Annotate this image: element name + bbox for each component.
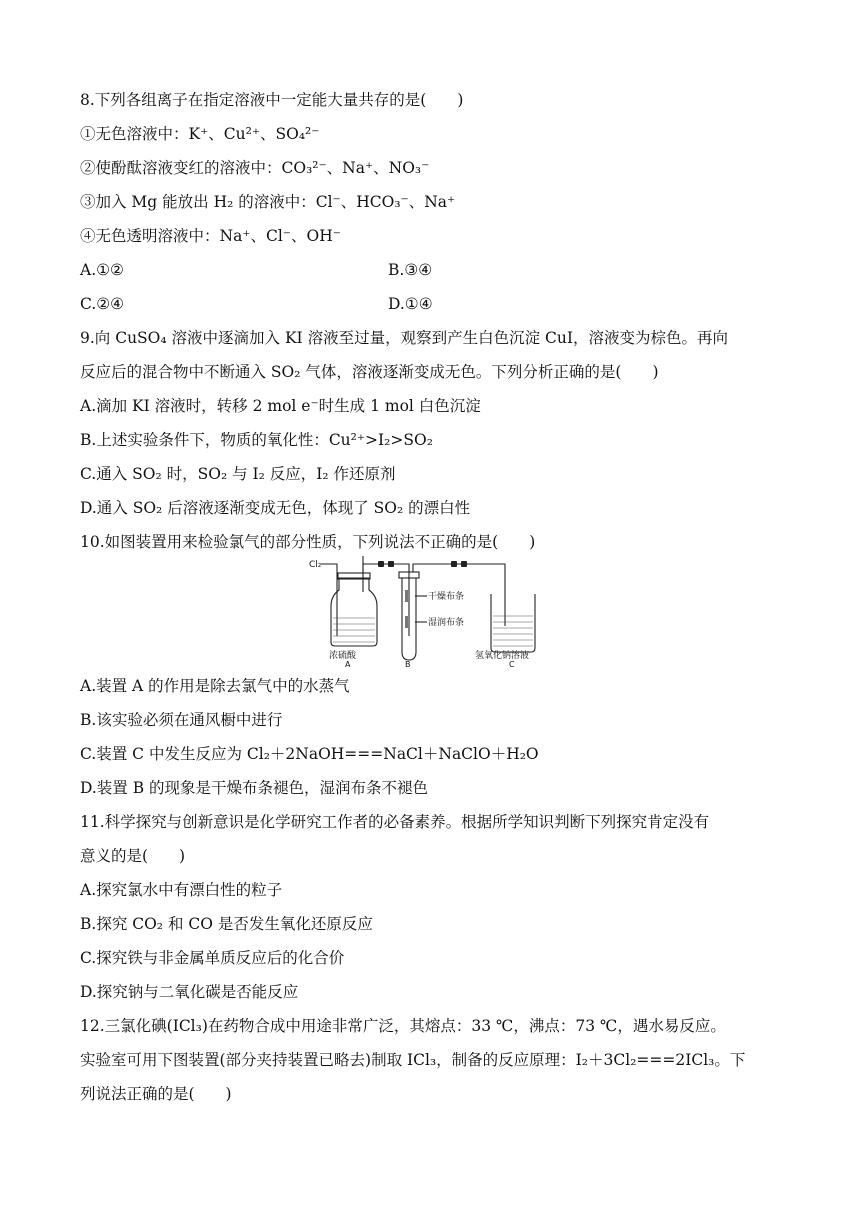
q10-option-c: C.装置 C 中发生反应为 Cl₂＋2NaOH===NaCl＋NaClO＋H₂O — [80, 745, 539, 763]
q8-item-4: ④无色透明溶液中：Na⁺、Cl⁻、OH⁻ — [80, 227, 341, 245]
q10-option-d: D.装置 B 的现象是干燥布条褪色，湿润布条不褪色 — [80, 779, 429, 797]
q11-option-b: B.探究 CO₂ 和 CO 是否发生氧化还原反应 — [80, 915, 373, 933]
q8-item-3: ③加入 Mg 能放出 H₂ 的溶液中：Cl⁻、HCO₃⁻、Na⁺ — [80, 193, 456, 211]
q9-option-c: C.通入 SO₂ 时，SO₂ 与 I₂ 反应，I₂ 作还原剂 — [80, 465, 396, 483]
q12-line3: 列说法正确的是( ) — [80, 1085, 232, 1103]
clamp-4 — [461, 561, 467, 567]
dry-strip — [405, 590, 408, 602]
q11-option-d: D.探究钠与二氧化碳是否能反应 — [80, 983, 299, 1001]
wet-strip-label: 湿润布条 — [428, 618, 465, 628]
letter-a: A — [345, 660, 351, 668]
cl2-label: Cl₂ — [309, 560, 322, 570]
q11-option-c: C.探究铁与非金属单质反应后的化合价 — [80, 949, 345, 967]
q9-option-d: D.通入 SO₂ 后溶液逐渐变成无色，体现了 SO₂ 的漂白性 — [80, 499, 471, 517]
wet-strip — [405, 616, 408, 628]
beaker-c — [491, 594, 535, 652]
q8-item-1: ①无色溶液中：K⁺、Cu²⁺、SO₄²⁻ — [80, 125, 320, 143]
q10-option-a: A.装置 A 的作用是除去氯气中的水蒸气 — [80, 677, 350, 695]
label-a: 浓硫酸 — [329, 651, 357, 661]
q12-line2: 实验室可用下图装置(部分夹持装置已略去)制取 ICl₃，制备的反应原理：I₂＋3Cl₂===2ICl₃。下 — [80, 1051, 746, 1069]
q8-option-a: A.①② — [80, 261, 124, 279]
dry-strip-label: 干燥布条 — [428, 592, 465, 602]
q8-stem: 8.下列各组离子在指定溶液中一定能大量共存的是( ) — [80, 91, 464, 109]
q11-stem-line2: 意义的是( ) — [80, 847, 186, 865]
clamp-3 — [451, 561, 457, 567]
q12-line1: 12.三氯化碘(ICl₃)在药物合成中用途非常广泛，其熔点：33 ℃，沸点：73 ℃，遇水易反应。 — [80, 1017, 726, 1035]
inlet-tube — [321, 564, 337, 636]
q10-stem: 10.如图装置用来检验氯气的部分性质，下列说法不正确的是( ) — [80, 533, 536, 551]
q9-stem-line1: 9.向 CuSO₄ 溶液中逐滴加入 KI 溶液至过量，观察到产生白色沉淀 CuI，溶液变为棕色。再向 — [80, 329, 728, 347]
letter-b: B — [405, 660, 411, 668]
q10-option-b: B.该实验必须在通风橱中进行 — [80, 711, 283, 729]
q9-option-b: B.上述实验条件下，物质的氧化性：Cu²⁺>I₂>SO₂ — [80, 431, 433, 449]
q8-option-b: B.③④ — [388, 261, 433, 279]
q11-option-a: A.探究氯水中有漂白性的粒子 — [80, 881, 283, 899]
clamp-1 — [378, 561, 384, 567]
q10-apparatus-figure — [305, 556, 555, 668]
q11-stem-line1: 11.科学探究与创新意识是化学研究工作者的必备素养。根据所学知识判断下列探究肯定没有 — [80, 813, 710, 831]
q8-option-c: C.②④ — [80, 295, 125, 313]
q8-item-2: ②使酚酞溶液变红的溶液中：CO₃²⁻、Na⁺、NO₃⁻ — [80, 159, 430, 177]
q8-option-d: D.①④ — [388, 295, 433, 313]
label-c: 氢氧化钠溶液 — [475, 651, 530, 661]
letter-c: C — [509, 660, 515, 668]
q9-option-a: A.滴加 KI 溶液时，转移 2 mol e⁻时生成 1 mol 白色沉淀 — [80, 397, 481, 415]
clamp-2 — [388, 561, 394, 567]
q9-stem-line2: 反应后的混合物中不断通入 SO₂ 气体，溶液逐渐变成无色。下列分析正确的是( ) — [80, 363, 659, 381]
